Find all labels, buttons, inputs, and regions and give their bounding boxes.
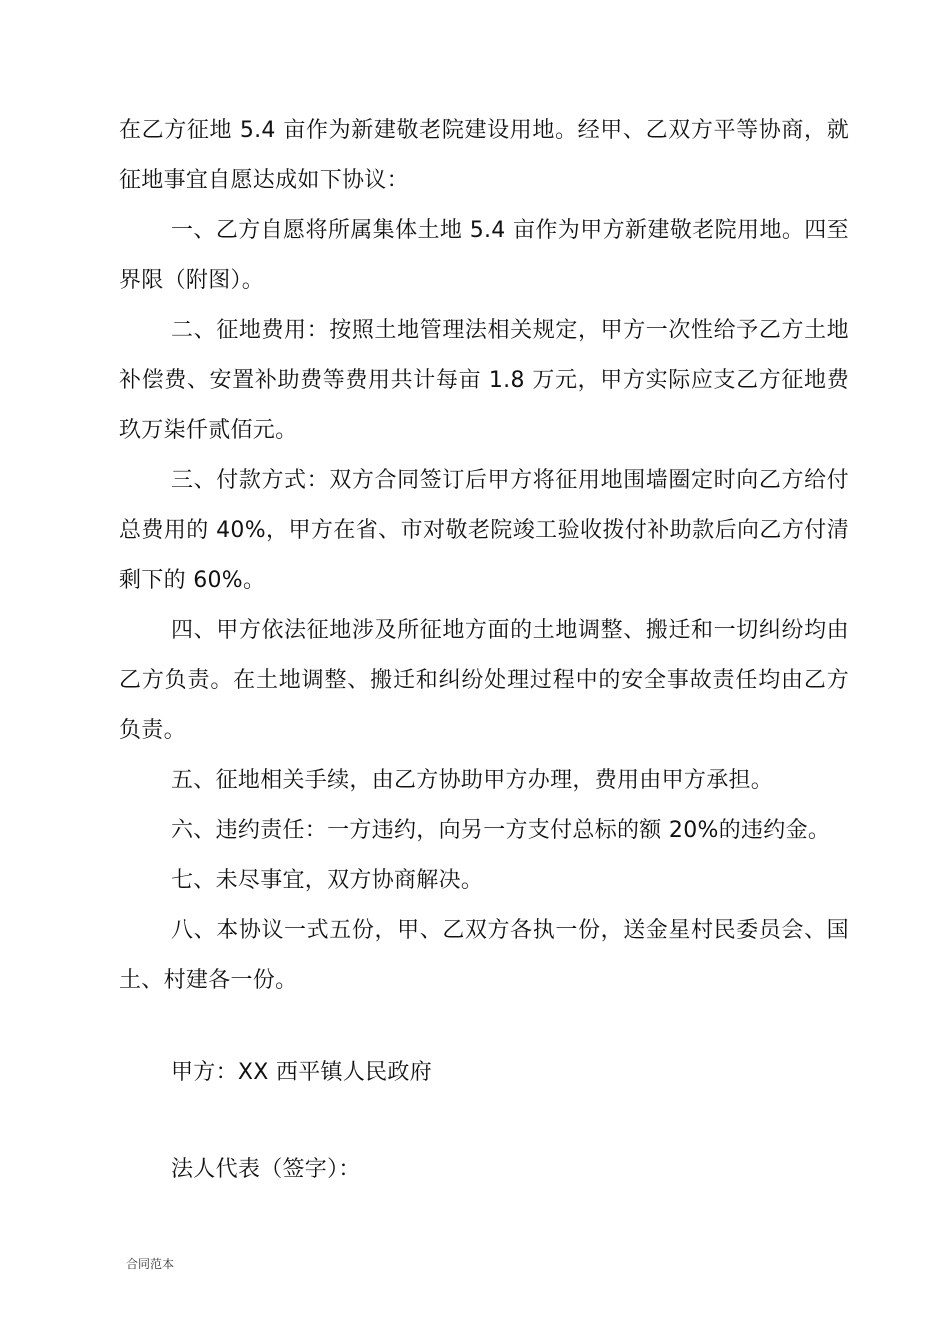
clause-1: 一、乙方自愿将所属集体土地 5.4 亩作为甲方新建敬老院用地。四至界限（附图）。 <box>119 218 849 293</box>
clause-6: 六、违约责任：一方违约，向另一方支付总标的额 20%的违约金。 <box>171 818 831 843</box>
agreement-body <box>119 106 849 1006</box>
paragraph-intro: 在乙方征地 5.4 亩作为新建敬老院建设用地。经甲、乙双方平等协商，就征地事宜自愿达成如下协议： <box>119 118 849 193</box>
footer-label: 合同范本 <box>126 1257 175 1271</box>
legal-rep-signature-line: 法人代表（签字）： <box>171 1157 361 1182</box>
clause-8: 八、本协议一式五份，甲、乙双方各执一份，送金星村民委员会、国土、村建各一份。 <box>119 918 849 993</box>
clause-3: 三、付款方式：双方合同签订后甲方将征用地围墙圈定时向乙方给付总费用的 40%，甲方在省、市对敬老院竣工验收拨付补助款后向乙方付清剩下的 60%。 <box>119 468 849 593</box>
clause-7: 七、未尽事宜，双方协商解决。 <box>171 868 484 893</box>
party-a-signature-line: 甲方：XX 西平镇人民政府 <box>171 1060 433 1085</box>
clause-5: 五、征地相关手续，由乙方协助甲方办理，费用由甲方承担。 <box>171 768 774 793</box>
clause-2: 二、征地费用：按照土地管理法相关规定，甲方一次性给予乙方土地补偿费、安置补助费等费用共计每亩 1.8 万元，甲方实际应支乙方征地费玖万柒仟贰佰元。 <box>119 318 849 443</box>
clause-4: 四、甲方依法征地涉及所征地方面的土地调整、搬迁和一切纠纷均由乙方负责。在土地调整、搬迁和纠纷处理过程中的安全事故责任均由乙方负责。 <box>119 618 849 743</box>
